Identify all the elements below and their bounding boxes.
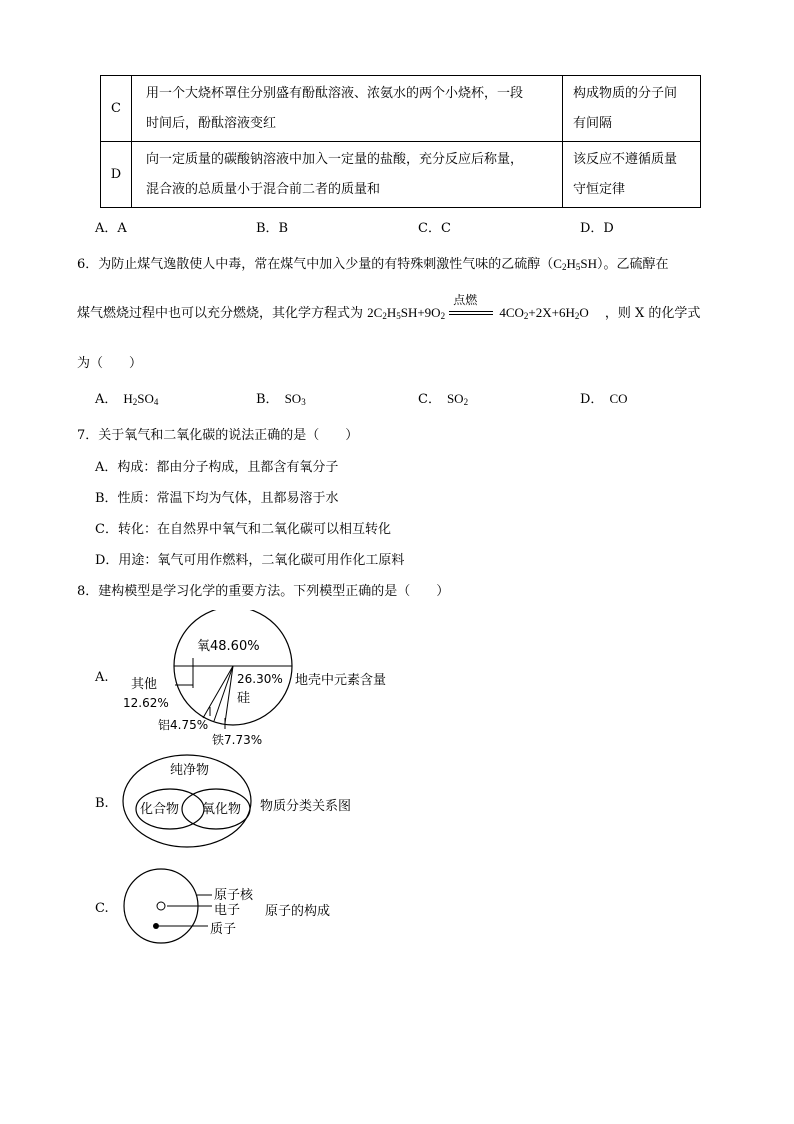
q7-option-a[interactable]: A．构成：都由分子构成，且都含有氧分子 <box>95 460 339 475</box>
nucleus-label: 原子核 <box>214 888 254 903</box>
equation-right: $4CO_2+2X+6H_2O$ <box>499 305 589 321</box>
text: ，则 X 的化学式 <box>604 306 701 321</box>
other-pct-label: 12.62% <box>123 696 169 710</box>
q8-stem: 8．建构模型是学习化学的重要方法。下列模型正确的是（ ） <box>77 584 450 599</box>
q7-option-d[interactable]: D．用途：氧气可用作燃料，二氧化碳可用作化工原料 <box>95 553 405 568</box>
silicon-pct-label: 26.30% <box>237 672 283 686</box>
text: CO <box>609 391 628 406</box>
row-conclusion <box>563 76 701 142</box>
compound-label: 化合物 <box>140 802 180 817</box>
q5-option-b[interactable]: B．B <box>256 221 289 236</box>
text: C． <box>418 392 441 407</box>
atom-structure-diagram <box>118 868 268 948</box>
q8-option-a-label[interactable]: A. <box>95 670 109 685</box>
q6-stem-line1 <box>77 253 668 272</box>
q8-option-c-title: 原子的构成 <box>265 904 331 919</box>
oxygen-label: 氧48.60% <box>197 639 260 654</box>
q8-option-a-title: 地壳中元素含量 <box>295 673 387 688</box>
ethanethiol-formula: $C_2H_5SH$ <box>553 256 597 272</box>
conclusion-line: 构成物质的分子间 <box>573 85 678 101</box>
q6-stem-line2 <box>77 292 701 321</box>
text: A． <box>95 392 118 407</box>
q8-option-b-label[interactable]: B. <box>95 796 109 811</box>
other-label: 其他 <box>131 677 158 692</box>
silicon-label: 硅 <box>237 691 251 706</box>
q6-stem-line3: 为（ ） <box>77 356 143 371</box>
reaction-arrow <box>449 292 495 321</box>
text: 煤气燃烧过程中也可以充分燃烧，其化学方程式为 <box>77 306 364 321</box>
conclusion-line: 有间隔 <box>573 115 613 131</box>
experiment-line: 混合液的总质量小于混合前二者的质量和 <box>146 181 381 197</box>
conclusion-line: 该反应不遵循质量 <box>573 151 678 167</box>
q5-option-a[interactable]: A．A <box>95 221 127 236</box>
text: ）。乙硫醇在 <box>596 257 669 272</box>
experiment-line: 时间后，酚酞溶液变红 <box>146 115 277 131</box>
table-row <box>101 142 701 208</box>
row-label: C <box>101 76 132 142</box>
q7-option-b[interactable]: B．性质：常温下均为气体，且都易溶于水 <box>95 491 339 506</box>
row-conclusion <box>563 142 701 208</box>
q5-option-d[interactable]: D．D <box>580 221 614 236</box>
q5-option-c[interactable]: C．C <box>418 221 451 236</box>
q8-option-b-title: 物质分类关系图 <box>260 799 352 814</box>
proton-label: 质子 <box>210 922 237 937</box>
substance-classification-diagram <box>120 752 260 852</box>
experiment-line: 向一定质量的碳酸钠溶液中加入一定量的盐酸，充分反应后称量， <box>146 151 524 167</box>
text: B． <box>256 392 279 407</box>
pure-substance-label: 纯净物 <box>170 763 210 778</box>
q6-option-d[interactable] <box>580 388 628 407</box>
options-table <box>100 75 701 208</box>
row-experiment <box>132 76 563 142</box>
reaction-condition: 点燃 <box>453 292 478 307</box>
q7-option-c[interactable]: C．转化：在自然界中氧气和二氧化碳可以相互转化 <box>95 522 391 537</box>
aluminum-label: 铝4.75% <box>158 718 209 732</box>
q6-option-b[interactable]: B． $SO_3$ <box>256 391 306 407</box>
conclusion-line: 守恒定律 <box>573 181 626 197</box>
row-label: D <box>101 142 132 208</box>
table-row <box>101 76 701 142</box>
q7-stem: 7．关于氧气和二氧化碳的说法正确的是（ ） <box>77 428 359 443</box>
row-experiment <box>132 142 563 208</box>
q6-option-c[interactable]: C． $SO_2$ <box>418 391 469 407</box>
q8-option-c-label[interactable]: C. <box>95 901 109 916</box>
experiment-line: 用一个大烧杯罩住分别盛有酚酞溶液、浓氨水的两个小烧杯，一段 <box>146 85 524 101</box>
oxide-label: 氧化物 <box>202 802 242 817</box>
text: 6．为防止煤气逸散使人中毒，常在煤气中加入少量的有特殊刺激性气味的乙硫醇（ <box>77 257 554 272</box>
q6-option-a[interactable]: A． $H_2SO_4$ <box>95 391 159 407</box>
text: D． <box>580 392 604 407</box>
crust-elements-diagram <box>115 610 305 750</box>
electron-label: 电子 <box>214 903 241 918</box>
iron-label: 铁7.73% <box>212 733 263 747</box>
equation-left: $2C_2H_5SH+9O_2$ <box>367 305 446 321</box>
